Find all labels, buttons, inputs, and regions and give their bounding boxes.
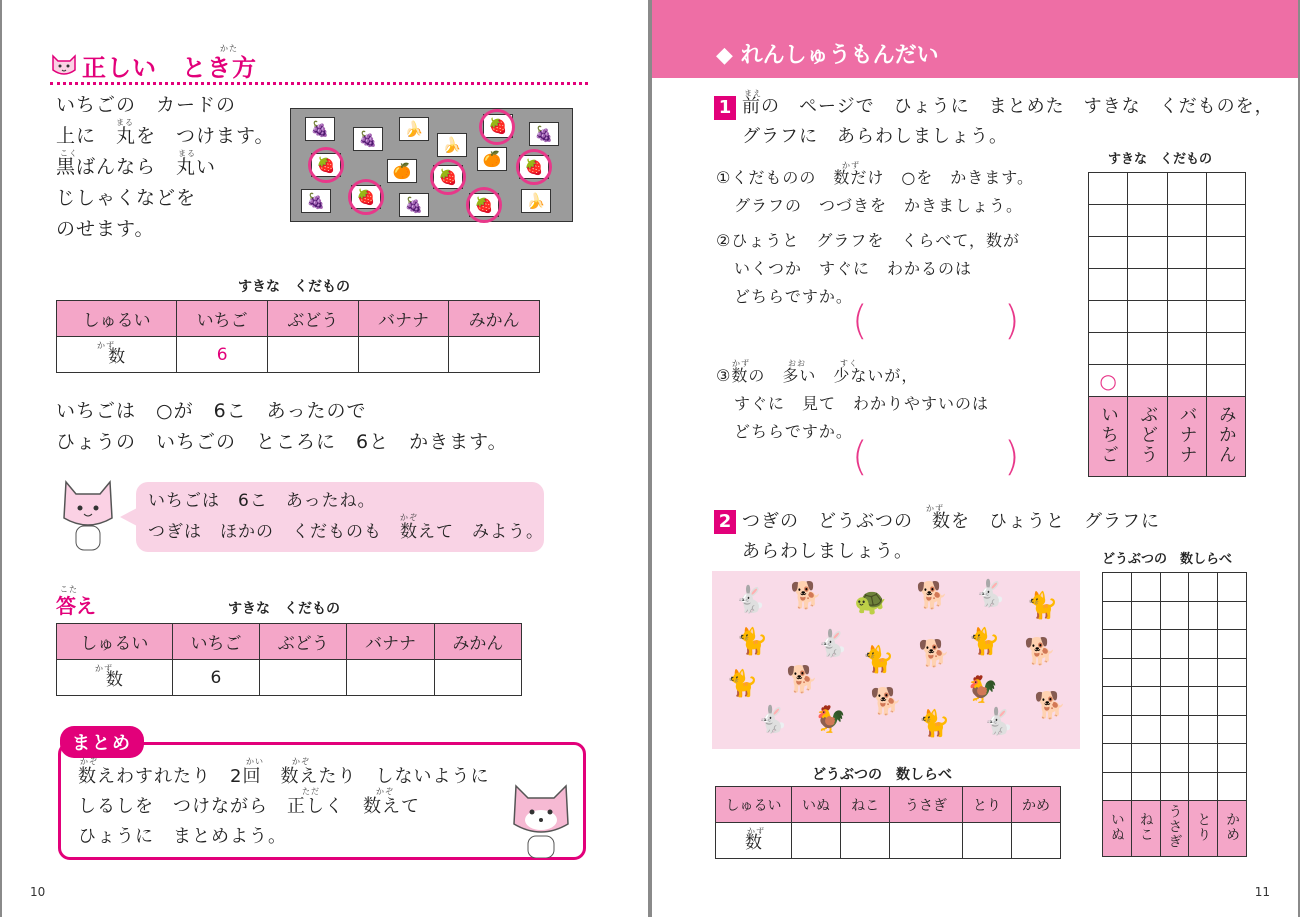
graph-cell bbox=[1089, 333, 1128, 365]
graph-cell bbox=[1128, 205, 1167, 237]
graph-cell bbox=[1206, 237, 1245, 269]
graph-label: かめ bbox=[1224, 811, 1241, 842]
graph-label-cell bbox=[1128, 397, 1167, 477]
ruby: かず bbox=[926, 504, 944, 513]
intro-line: いちごの カードの bbox=[56, 94, 237, 116]
banana-card-icon: 🍌 bbox=[399, 117, 429, 141]
graph-label-cell bbox=[1160, 801, 1189, 857]
table-header: みかん bbox=[449, 301, 540, 337]
answer-paren-right: ) bbox=[1004, 298, 1020, 344]
graph-cell bbox=[1103, 658, 1132, 687]
graph-cell bbox=[1218, 658, 1247, 687]
q1-line: 前の ページで ひょうに まとめた すきな くだものを， bbox=[742, 96, 1274, 117]
strawberry-card-icon: 🍓 bbox=[351, 185, 381, 209]
q2-line: つぎの どうぶつの 数を ひょうと グラフに bbox=[742, 511, 1160, 532]
graph-cell bbox=[1189, 601, 1218, 630]
graph1-body bbox=[1089, 173, 1246, 477]
cat-icon: 🐈 bbox=[968, 627, 1001, 657]
banner-title: ◆ れんしゅうもんだい bbox=[716, 43, 939, 68]
rabbit-icon: 🐇 bbox=[982, 707, 1015, 737]
table-header: しゅるい bbox=[716, 787, 792, 823]
ruby: ただ bbox=[302, 787, 320, 796]
ruby: まる bbox=[116, 118, 134, 127]
animal-table bbox=[715, 786, 1061, 859]
graph-cell bbox=[1131, 573, 1160, 602]
answer-table-title: すきな くだもの bbox=[228, 601, 340, 617]
circle-mark-icon bbox=[348, 179, 384, 215]
cat-icon: 🐈 bbox=[918, 709, 951, 739]
ruby: かぞ bbox=[376, 787, 394, 796]
graph-label-cell bbox=[1131, 801, 1160, 857]
cat-icon: 🐈 bbox=[736, 627, 769, 657]
fruit-card-board bbox=[290, 108, 573, 222]
graph-cell bbox=[1167, 301, 1206, 333]
graph-cell bbox=[1206, 333, 1245, 365]
summary-text bbox=[78, 762, 489, 852]
ruby: かぞ bbox=[400, 513, 418, 522]
graph-cell bbox=[1189, 630, 1218, 659]
table-header: ねこ bbox=[841, 787, 890, 823]
circle-mark-icon bbox=[516, 149, 552, 185]
rabbit-icon: 🐇 bbox=[816, 629, 849, 659]
table-cell bbox=[962, 823, 1011, 859]
cat-icon: 🐈 bbox=[862, 645, 895, 675]
graph-cell bbox=[1160, 772, 1189, 801]
ruby: かず bbox=[842, 161, 860, 170]
fruit-table bbox=[56, 300, 540, 373]
bubble-text bbox=[148, 486, 544, 548]
intro-text bbox=[56, 90, 274, 245]
sub-line: どちらですか。 bbox=[734, 287, 853, 306]
row-label: 数 bbox=[716, 823, 792, 859]
graph-cell bbox=[1103, 687, 1132, 716]
graph-cell bbox=[1131, 687, 1160, 716]
table-header: みかん bbox=[434, 624, 521, 660]
table-cell bbox=[1011, 823, 1060, 859]
dog-icon: 🐕 bbox=[786, 665, 819, 695]
cat-icon: 🐈 bbox=[726, 669, 759, 699]
strawberry-card-icon: 🍓 bbox=[483, 114, 513, 138]
animal-picture bbox=[712, 571, 1080, 749]
graph-cell bbox=[1206, 269, 1245, 301]
dog-icon: 🐕 bbox=[1024, 637, 1057, 667]
cat-mascot-icon bbox=[50, 50, 78, 78]
graph-cell bbox=[1160, 715, 1189, 744]
graph-cell bbox=[1103, 630, 1132, 659]
answer-paren-left: ( bbox=[852, 298, 868, 344]
sub-line: ③数の 多い 少ないが， bbox=[716, 366, 919, 385]
dog-mascot-icon bbox=[508, 782, 574, 858]
answer-table bbox=[56, 623, 522, 696]
rabbit-icon: 🐇 bbox=[756, 705, 789, 735]
graph-cell bbox=[1167, 237, 1206, 269]
row-label: 数 bbox=[57, 660, 173, 696]
table-cell bbox=[841, 823, 890, 859]
graph-cell bbox=[1218, 772, 1247, 801]
table-header: しゅるい bbox=[57, 301, 177, 337]
graph-cell bbox=[1189, 573, 1218, 602]
grape-card-icon: 🍇 bbox=[305, 117, 335, 141]
graph-cell bbox=[1160, 630, 1189, 659]
ruby: おお bbox=[788, 359, 806, 368]
graph-cell bbox=[1089, 205, 1128, 237]
table-header: いぬ bbox=[792, 787, 841, 823]
graph-cell bbox=[1089, 237, 1128, 269]
ruby: かず bbox=[732, 359, 750, 368]
table-cell bbox=[434, 660, 521, 696]
graph-cell bbox=[1206, 365, 1245, 397]
turtle-icon: 🐢 bbox=[854, 587, 887, 617]
table-header: いちご bbox=[172, 624, 259, 660]
graph-cell bbox=[1128, 237, 1167, 269]
graph-cell bbox=[1189, 687, 1218, 716]
explanation-line: ひょうの いちごの ところに 6と かきます。 bbox=[56, 431, 508, 453]
graph-cell bbox=[1167, 333, 1206, 365]
intro-line: 上に 丸を つけます。 bbox=[56, 125, 275, 147]
graph-cell bbox=[1128, 365, 1167, 397]
bubble-line: いちごは 6こ あったね。 bbox=[148, 491, 376, 511]
rabbit-icon: 🐇 bbox=[734, 585, 767, 615]
graph-cell bbox=[1128, 333, 1167, 365]
graph-cell bbox=[1128, 173, 1167, 205]
intro-line: 黒ばんなら 丸い bbox=[56, 156, 217, 178]
grape-card-icon: 🍇 bbox=[399, 193, 429, 217]
graph-cell bbox=[1189, 715, 1218, 744]
ruby: かず bbox=[95, 664, 113, 673]
intro-line: じしゃくなどを bbox=[56, 187, 197, 209]
table-cell bbox=[260, 660, 347, 696]
graph-label-cell bbox=[1218, 801, 1247, 857]
table2-title: どうぶつの 数しらべ bbox=[812, 767, 952, 783]
row-label: 数 bbox=[57, 337, 177, 373]
table-header: バナナ bbox=[347, 624, 434, 660]
graph-cell bbox=[1218, 573, 1247, 602]
heading-ruby: かた bbox=[220, 44, 238, 53]
graph-cell bbox=[1189, 772, 1218, 801]
graph-cell bbox=[1167, 205, 1206, 237]
graph-cell bbox=[1206, 205, 1245, 237]
circle-mark: ○ bbox=[1099, 368, 1117, 393]
table-header: ぶどう bbox=[267, 301, 358, 337]
sub-line: グラフの つづきを かきましょう。 bbox=[734, 196, 1024, 215]
q1-line: グラフに あらわしましょう。 bbox=[742, 126, 1008, 147]
ruby: かぞ bbox=[292, 757, 310, 766]
graph-cell bbox=[1131, 630, 1160, 659]
ruby: かず bbox=[747, 827, 765, 836]
ruby: すく bbox=[840, 359, 858, 368]
graph-cell bbox=[1131, 772, 1160, 801]
cat-mascot-icon bbox=[58, 476, 118, 556]
graph-cell bbox=[1089, 173, 1128, 205]
table-header: バナナ bbox=[358, 301, 449, 337]
table-cell bbox=[347, 660, 434, 696]
graph-cell bbox=[1218, 744, 1247, 773]
strawberry-card-icon: 🍓 bbox=[311, 153, 341, 177]
graph-cell bbox=[1103, 601, 1132, 630]
chicken-icon: 🐓 bbox=[966, 675, 999, 705]
graph-label: いぬ bbox=[1108, 811, 1125, 842]
graph-label: いちご bbox=[1098, 404, 1120, 465]
graph-cell bbox=[1189, 744, 1218, 773]
graph-label-cell bbox=[1189, 801, 1218, 857]
graph-label-cell bbox=[1206, 397, 1245, 477]
sub-line: ①くだものの 数だけ ○を かきます。 bbox=[716, 168, 1035, 187]
chicken-icon: 🐓 bbox=[814, 705, 847, 735]
graph-cell bbox=[1218, 687, 1247, 716]
table-header: しゅるい bbox=[57, 624, 173, 660]
graph-label: みかん bbox=[1215, 404, 1237, 465]
graph-label: とり bbox=[1195, 811, 1212, 842]
answer-label: 答え bbox=[56, 594, 96, 618]
q1-sub1 bbox=[716, 164, 1034, 220]
graph-cell bbox=[1128, 301, 1167, 333]
explanation-line: いちごは ○が 6こ あったので bbox=[56, 400, 367, 422]
strawberry-card-icon: 🍓 bbox=[519, 155, 549, 179]
graph-cell bbox=[1131, 658, 1160, 687]
graph-cell bbox=[1218, 601, 1247, 630]
graph-cell bbox=[1131, 601, 1160, 630]
graph-cell bbox=[1167, 269, 1206, 301]
graph-cell bbox=[1206, 301, 1245, 333]
sub-line: どちらですか。 bbox=[734, 422, 853, 441]
graph-cell bbox=[1103, 772, 1132, 801]
graph-label: バナナ bbox=[1176, 404, 1198, 465]
answer-paren-right: ) bbox=[1004, 434, 1020, 480]
table-cell bbox=[267, 337, 358, 373]
orange-card-icon: 🍊 bbox=[387, 159, 417, 183]
sub-line: すぐに 見て わかりやすいのは bbox=[734, 394, 990, 413]
ruby: まえ bbox=[744, 89, 762, 98]
graph-cell bbox=[1131, 744, 1160, 773]
rabbit-icon: 🐇 bbox=[974, 579, 1007, 609]
table-cell bbox=[792, 823, 841, 859]
sub-line: ②ひょうと グラフを くらべて，数が bbox=[716, 231, 1021, 250]
graph-cell bbox=[1089, 365, 1128, 397]
summary-line: ひょうに まとめよう。 bbox=[78, 826, 287, 847]
dog-icon: 🐕 bbox=[870, 687, 903, 717]
graph-cell bbox=[1167, 173, 1206, 205]
banana-card-icon: 🍌 bbox=[437, 133, 467, 157]
animal-graph bbox=[1102, 572, 1247, 857]
summary-line: 数えわすれたり 2回 数えたり しないように bbox=[78, 766, 490, 787]
graph-cell bbox=[1128, 269, 1167, 301]
circle-mark-icon bbox=[466, 187, 502, 223]
orange-card-icon: 🍊 bbox=[477, 147, 507, 171]
page-number: 11 bbox=[1254, 885, 1270, 899]
ruby: こく bbox=[60, 149, 78, 158]
graph-label: ねこ bbox=[1137, 811, 1154, 842]
ruby: かい bbox=[246, 757, 264, 766]
circle-mark-icon bbox=[308, 147, 344, 183]
explanation-text bbox=[56, 396, 508, 458]
grape-card-icon: 🍇 bbox=[529, 122, 559, 146]
circle-mark-icon bbox=[430, 159, 466, 195]
bubble-tail bbox=[120, 508, 137, 526]
graph-cell bbox=[1218, 630, 1247, 659]
graph-cell bbox=[1189, 658, 1218, 687]
table-cell: 6 bbox=[172, 660, 259, 696]
graph-label-cell bbox=[1167, 397, 1206, 477]
right-page bbox=[652, 0, 1298, 917]
summary-label: まとめ bbox=[60, 726, 144, 758]
q1-number-badge: 1 bbox=[714, 96, 736, 120]
graph-cell bbox=[1131, 715, 1160, 744]
graph-cell bbox=[1218, 715, 1247, 744]
practice-banner bbox=[652, 0, 1298, 78]
graph2-body bbox=[1103, 573, 1247, 857]
q1-text bbox=[742, 92, 1274, 152]
graph-cell bbox=[1167, 365, 1206, 397]
graph-cell bbox=[1089, 269, 1128, 301]
table-header: うさぎ bbox=[890, 787, 963, 823]
cat-icon: 🐈 bbox=[1026, 591, 1059, 621]
strawberry-card-icon: 🍓 bbox=[433, 165, 463, 189]
table-header: とり bbox=[962, 787, 1011, 823]
graph-cell bbox=[1206, 173, 1245, 205]
graph-label: うさぎ bbox=[1166, 804, 1183, 849]
dog-icon: 🐕 bbox=[918, 639, 951, 669]
graph2-title: どうぶつの 数しらべ bbox=[1102, 552, 1233, 567]
table-cell bbox=[358, 337, 449, 373]
ruby: こた bbox=[60, 585, 78, 594]
graph-cell bbox=[1160, 658, 1189, 687]
grape-card-icon: 🍇 bbox=[301, 189, 331, 213]
graph-label-cell bbox=[1089, 397, 1128, 477]
q2-number-badge: 2 bbox=[714, 510, 736, 534]
circle-mark-icon bbox=[479, 109, 515, 145]
graph-label: ぶどう bbox=[1137, 404, 1159, 465]
ruby: まる bbox=[178, 149, 196, 158]
dotted-rule bbox=[50, 82, 588, 85]
dog-icon: 🐕 bbox=[916, 581, 949, 611]
fruit-graph bbox=[1088, 172, 1246, 477]
dog-icon: 🐕 bbox=[1034, 691, 1067, 721]
table-header: かめ bbox=[1011, 787, 1060, 823]
bubble-line: つぎは ほかの くだものも 数えて みよう。 bbox=[148, 522, 544, 542]
graph-cell bbox=[1103, 744, 1132, 773]
graph-label-cell bbox=[1103, 801, 1132, 857]
q2-text bbox=[742, 507, 1160, 567]
graph-cell bbox=[1160, 601, 1189, 630]
q1-sub2 bbox=[716, 227, 1020, 311]
table-header: ぶどう bbox=[260, 624, 347, 660]
graph-cell bbox=[1160, 744, 1189, 773]
graph-cell bbox=[1160, 573, 1189, 602]
sub-line: いくつか すぐに わかるのは bbox=[734, 259, 973, 278]
section-heading: 正しい とき方 bbox=[82, 54, 257, 82]
table-cell bbox=[890, 823, 963, 859]
banana-card-icon: 🍌 bbox=[521, 189, 551, 213]
graph-cell bbox=[1103, 715, 1132, 744]
graph-cell bbox=[1160, 687, 1189, 716]
grape-card-icon: 🍇 bbox=[353, 127, 383, 151]
intro-line: のせます。 bbox=[56, 218, 155, 240]
graph1-title: すきな くだもの bbox=[1108, 152, 1213, 167]
summary-line: しるしを つけながら 正しく 数えて bbox=[78, 796, 420, 817]
page-number: 10 bbox=[30, 885, 46, 899]
ruby: かぞ bbox=[80, 757, 98, 766]
table-header: いちご bbox=[177, 301, 268, 337]
left-page bbox=[2, 0, 648, 917]
ruby: かず bbox=[97, 341, 115, 350]
graph-cell bbox=[1089, 301, 1128, 333]
dog-icon: 🐕 bbox=[790, 581, 823, 611]
strawberry-card-icon: 🍓 bbox=[469, 193, 499, 217]
table-title: すきな くだもの bbox=[238, 279, 350, 295]
q2-line: あらわしましょう。 bbox=[742, 541, 913, 562]
table-cell: 6 bbox=[177, 337, 268, 373]
answer-paren-left: ( bbox=[852, 434, 868, 480]
table-cell bbox=[449, 337, 540, 373]
graph-cell bbox=[1103, 573, 1132, 602]
